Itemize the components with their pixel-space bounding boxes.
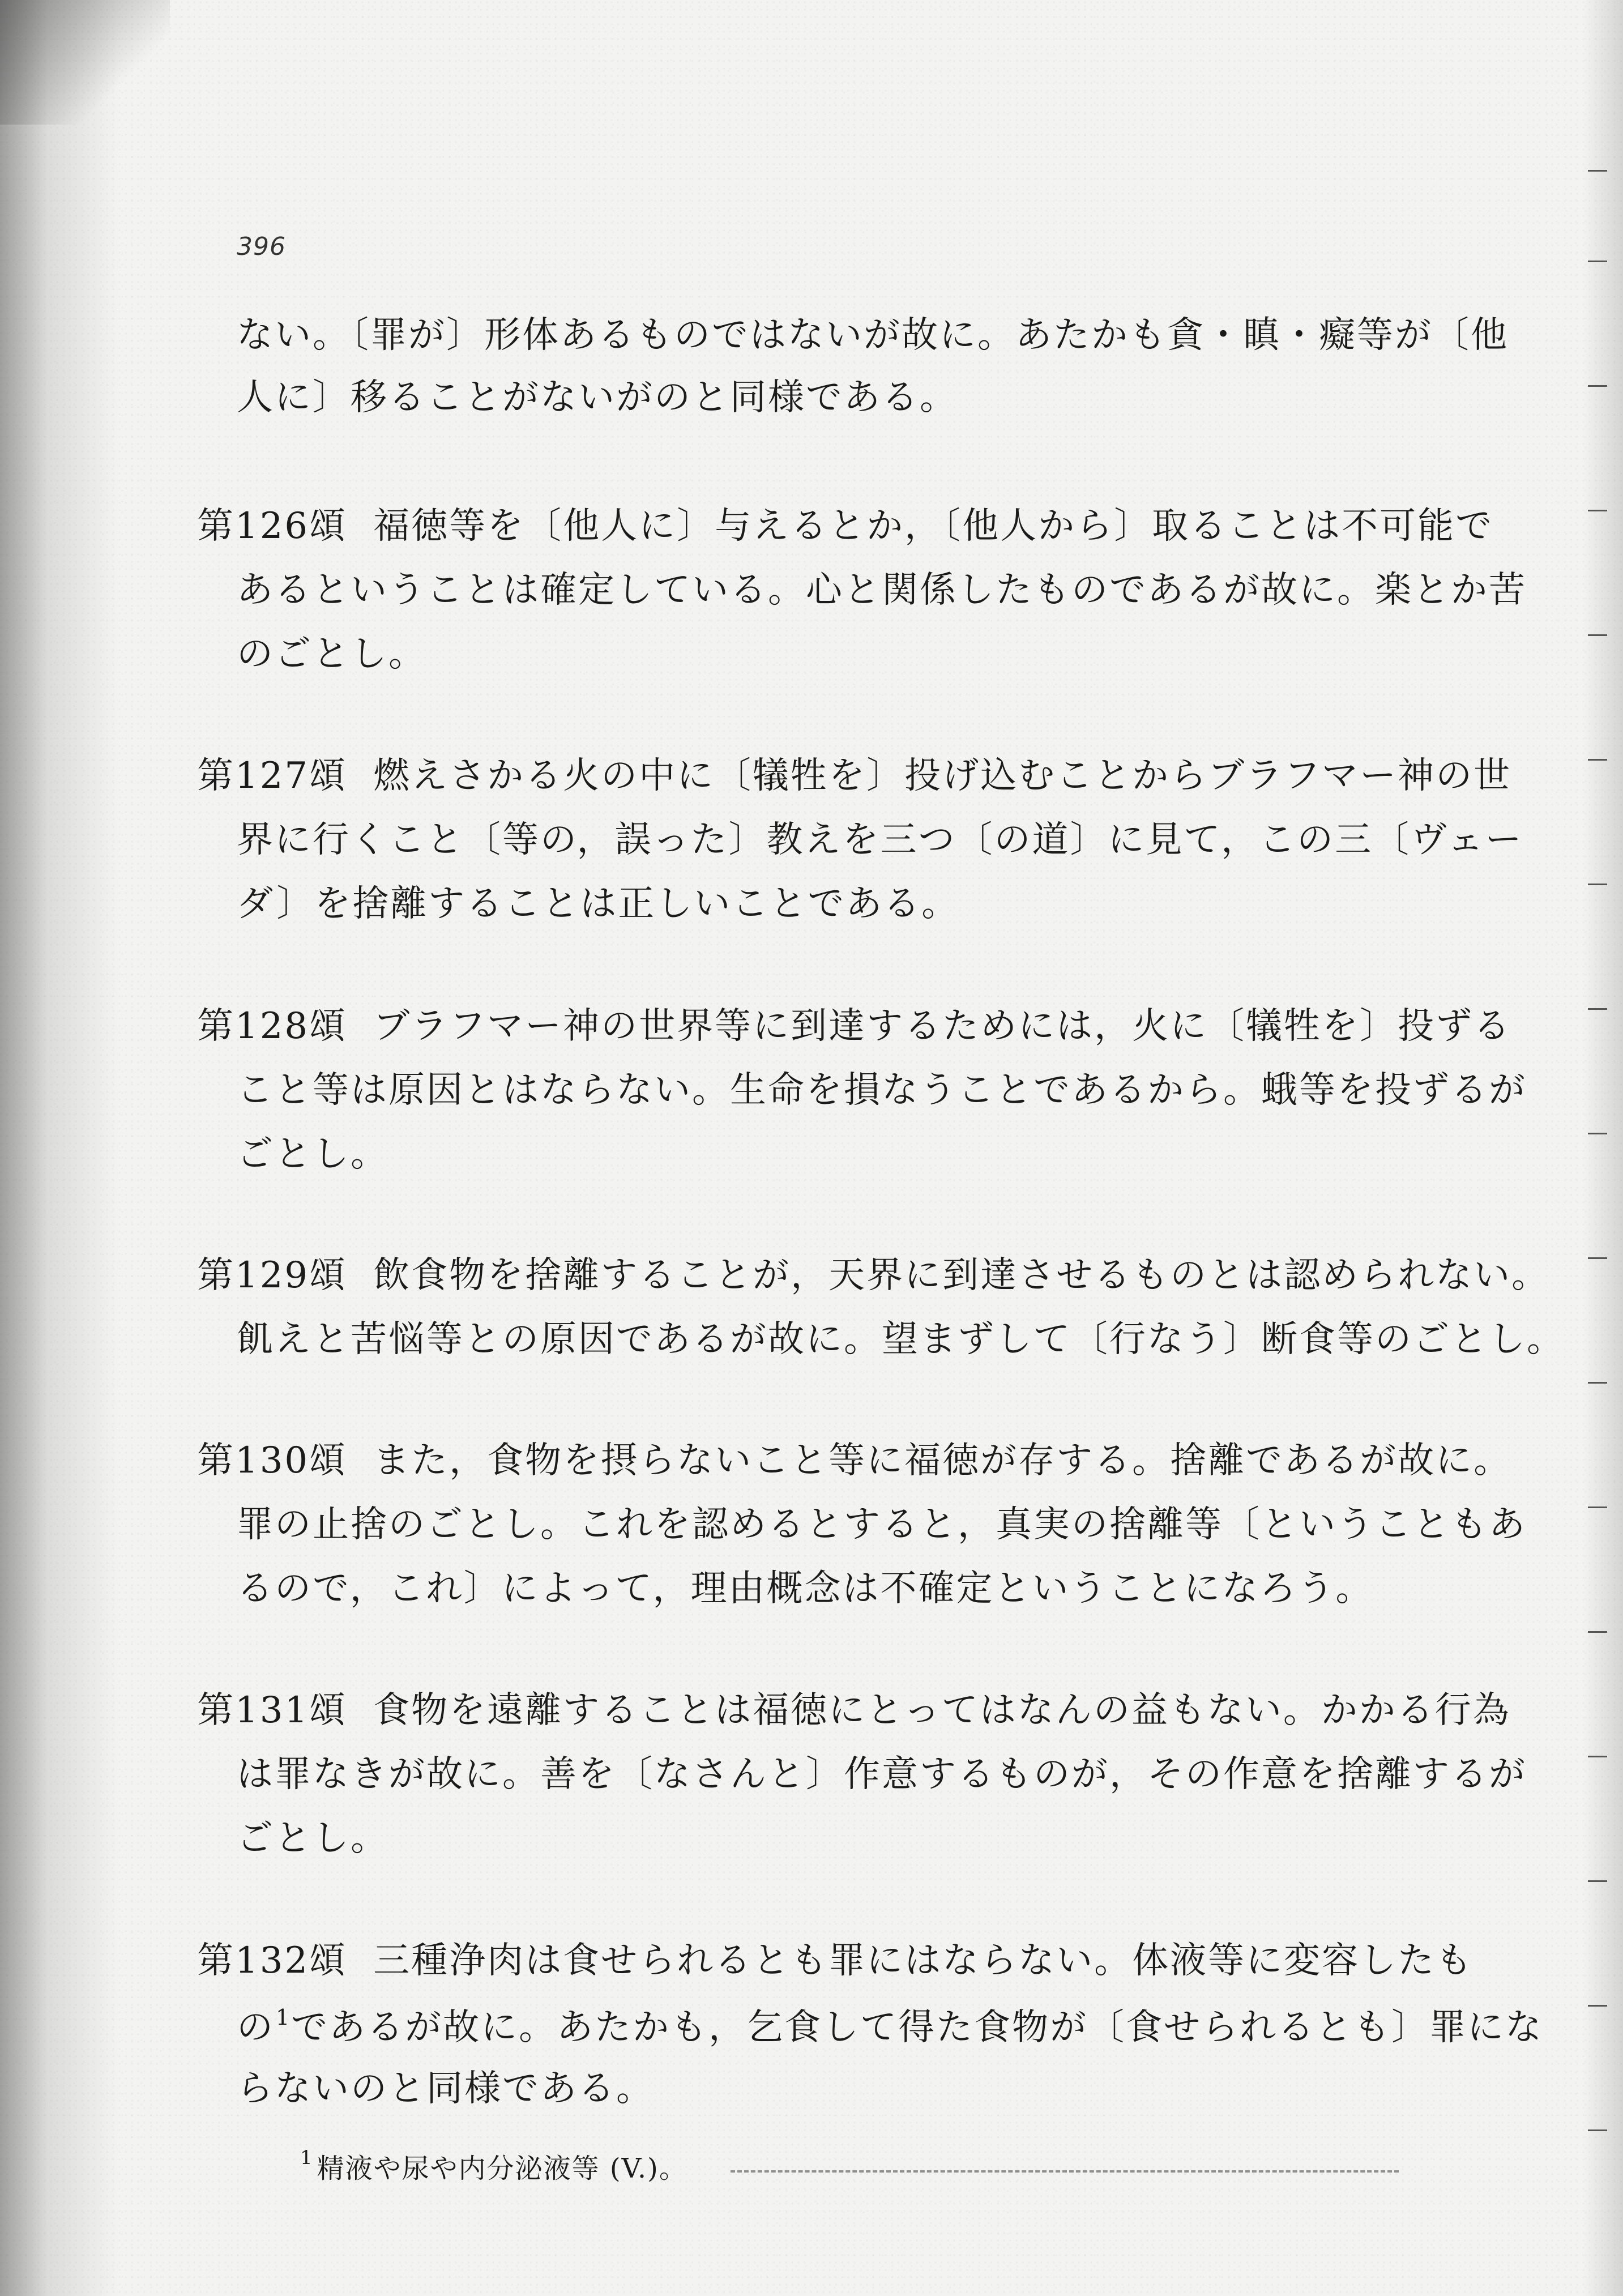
paragraph-line: 罪の止捨のごとし。これを認めるとすると，真実の捨離等〔ということもあ (237, 1504, 1527, 1546)
paragraph-line: は罪なきが故に。善を〔なさんと〕作意するものが，その作意を捨離するが (237, 1753, 1527, 1795)
verse-132-line-2: の$^1$であるが故に。あたかも，乞食して得た食物が〔食せられるとも〕罪にな (237, 2005, 1544, 2049)
margin-tick (1588, 1257, 1607, 1259)
margin-tick (1588, 2129, 1607, 2131)
paragraph-line: 人に〕移ることがないがのと同様である。 (237, 377, 958, 419)
verse-131-line-1: 第131頌 食物を遠離することは福徳にとってはなんの益もない。かかる行為 (197, 1689, 1511, 1731)
margin-tick (1588, 1008, 1607, 1010)
paragraph-line: 飢えと苦悩等との原因であるが故に。望まずして〔行なう〕断食等のごとし。 (237, 1318, 1565, 1360)
margin-tick (1588, 759, 1607, 761)
verse-number: 第132頌 (197, 1940, 348, 1982)
paragraph-line: ない。〔罪が〕形体あるものではないが故に。あたかも貪・瞋・癡等が〔他 (237, 314, 1509, 356)
verse-number: 第126頌 (197, 505, 348, 547)
margin-tick (1588, 2005, 1607, 2007)
paragraph-line: 界に行くこと〔等の，誤った〕教えを三つ〔の道〕に見て，この三〔ヴェー (237, 819, 1523, 861)
paragraph-line: あるということは確定している。心と関係したものであるが故に。楽とか苦 (237, 569, 1527, 611)
footnote-text: 精液や尿や内分泌液等 (V.)。 (317, 2153, 687, 2184)
scan-shadow-right (1583, 0, 1623, 2296)
paragraph-line: のごとし。 (237, 633, 426, 675)
footnote (300, 2146, 687, 2186)
paragraph-line: ごとし。 (237, 1133, 388, 1175)
margin-tick (1588, 1382, 1607, 1384)
verse-126-line-1: 第126頌 福徳等を〔他人に〕与えるとか，〔他人から〕取ることは不可能で (197, 505, 1494, 547)
verse-number: 第129頌 (197, 1254, 348, 1296)
verse-number: 第131頌 (197, 1689, 348, 1731)
margin-tick (1588, 884, 1607, 885)
verse-129-line-1: 第129頌 飲食物を捨離することが，天界に到達させるものとは認められない。 (197, 1254, 1550, 1296)
paragraph-line: こと等は原因とはならない。生命を損なうことであるから。蛾等を投ずるが (237, 1069, 1527, 1111)
scan-shadow-left (0, 0, 119, 2296)
paragraph-line: ごとし。 (237, 1817, 388, 1859)
margin-tick (1588, 170, 1607, 172)
footnote-rule (731, 2170, 1399, 2173)
verse-number: 第128頌 (197, 1005, 348, 1047)
paragraph-line: ダ〕を捨離することは正しいことである。 (237, 883, 960, 925)
margin-tick (1588, 1756, 1607, 1757)
verse-127-line-1: 第127頌 燃えさかる火の中に〔犠牲を〕投げ込むことからブラフマー神の世 (197, 755, 1512, 797)
margin-tick (1588, 1631, 1607, 1633)
margin-tick (1588, 1507, 1607, 1508)
margin-tick (1588, 385, 1607, 387)
paragraph-line: らないのと同様である。 (237, 2068, 654, 2110)
verse-130-line-1: 第130頌 また，食物を摂らないこと等に福徳が存する。捨離であるが故に。 (197, 1440, 1512, 1482)
footnote-marker: 1 (300, 2146, 314, 2169)
margin-tick (1588, 510, 1607, 511)
footnote-reference: 1 (276, 2005, 292, 2030)
verse-132-line-1: 第132頌 三種浄肉は食せられるとも罪にはならない。体液等に変容したも (197, 1940, 1474, 1982)
margin-tick (1588, 634, 1607, 636)
page-number: 396 (237, 232, 286, 261)
scan-shadow-corner (0, 0, 170, 125)
verse-128-line-1: 第128頌 ブラフマー神の世界等に到達するためには，火に〔犠牲を〕投ずる (197, 1005, 1512, 1047)
margin-tick (1588, 1133, 1607, 1134)
margin-tick (1588, 1880, 1607, 1882)
margin-tick (1588, 261, 1607, 262)
paragraph-line: るので，これ〕によって，理由概念は不確定ということになろう。 (237, 1568, 1374, 1610)
verse-number: 第130頌 (197, 1440, 348, 1482)
verse-number: 第127頌 (197, 755, 348, 797)
